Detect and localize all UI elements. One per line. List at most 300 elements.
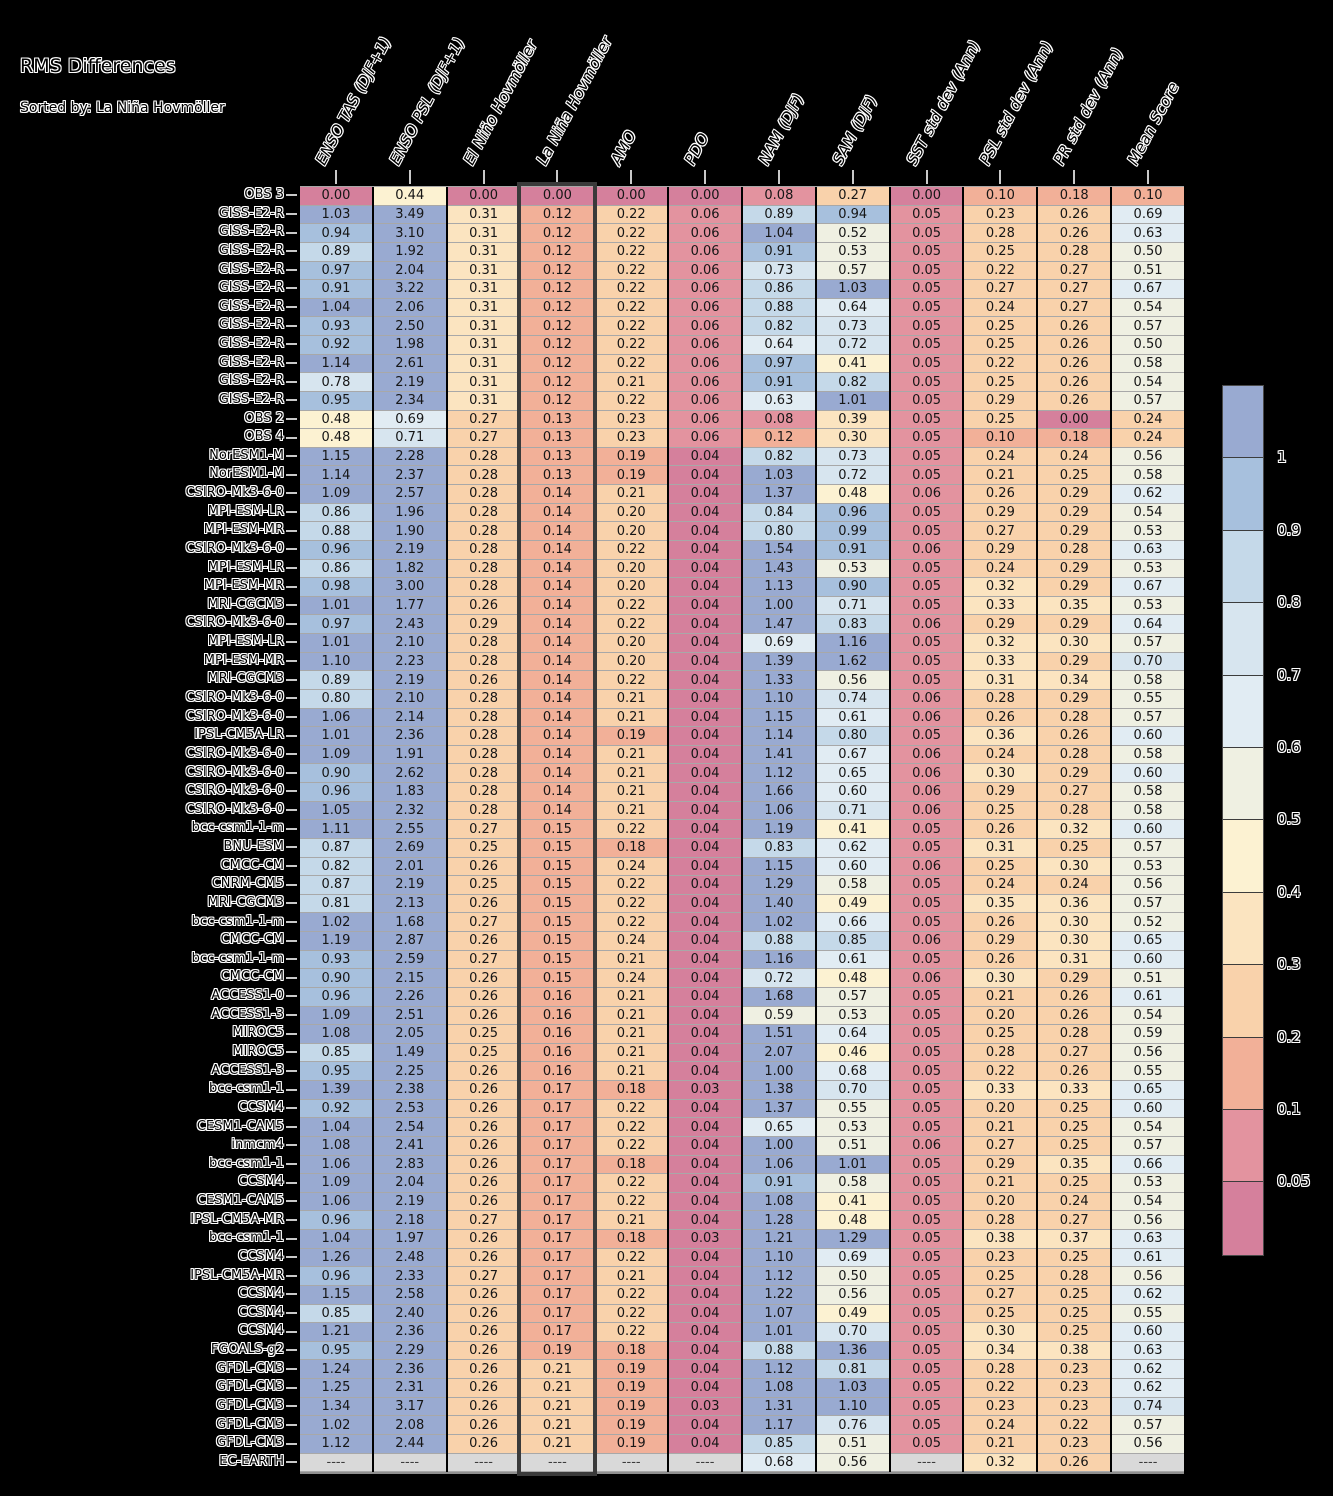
heatmap-cell: 0.28: [448, 634, 520, 653]
heatmap-cell: 0.74: [817, 690, 889, 709]
heatmap-cell: 0.04: [669, 839, 741, 858]
row-tick: [286, 1051, 297, 1053]
heatmap-cell: 0.53: [817, 243, 889, 262]
row-label: MPI-ESM-LR: [207, 634, 284, 650]
heatmap-cell: 0.27: [1038, 299, 1110, 318]
heatmap-cell: 2.38: [374, 1081, 446, 1100]
heatmap-cell: 0.20: [595, 578, 667, 597]
column-header: SST std dev (Ann): [902, 37, 984, 168]
heatmap-cell: 0.04: [669, 615, 741, 634]
heatmap-cell: 0.04: [669, 1174, 741, 1193]
row-tick: [286, 1014, 297, 1016]
heatmap-cell: 2.61: [374, 355, 446, 374]
heatmap-cell: 0.13: [521, 429, 593, 448]
heatmap-cell: 0.06: [891, 709, 963, 728]
heatmap-cell: 0.25: [1038, 1249, 1110, 1268]
heatmap-cell: 0.17: [521, 1118, 593, 1137]
heatmap-cell: 2.07: [743, 1044, 815, 1063]
heatmap-cell: 0.27: [817, 187, 889, 206]
heatmap-cell: 0.53: [817, 1118, 889, 1137]
heatmap-cell: 2.08: [374, 1416, 446, 1435]
heatmap-cell: 0.04: [669, 820, 741, 839]
heatmap-cell: 0.53: [1112, 858, 1184, 877]
heatmap-cell: 1.02: [743, 913, 815, 932]
heatmap-cell: 2.18: [374, 1211, 446, 1230]
heatmap-cell: 0.78: [300, 373, 372, 392]
heatmap-cell: 0.85: [817, 932, 889, 951]
heatmap-cell: 0.26: [1038, 336, 1110, 355]
heatmap-cell: 0.90: [300, 969, 372, 988]
row-tick: [286, 846, 297, 848]
heatmap-cell: 0.04: [669, 1025, 741, 1044]
heatmap-cell: 2.55: [374, 820, 446, 839]
heatmap-cell: 0.27: [1038, 262, 1110, 281]
heatmap-cell: 0.31: [448, 373, 520, 392]
row-label: bcc-csm1-1-m: [191, 950, 284, 966]
heatmap-cell: 0.88: [743, 299, 815, 318]
heatmap-cell: 0.28: [1038, 541, 1110, 560]
heatmap-cell: 0.24: [964, 746, 1036, 765]
heatmap-cell: 1.01: [300, 727, 372, 746]
row-label: GFDL-CM3: [216, 1397, 284, 1413]
heatmap-cell: 0.25: [964, 802, 1036, 821]
heatmap-cell: 0.60: [1112, 764, 1184, 783]
heatmap-grid: [300, 186, 1184, 1474]
heatmap-cell: 0.33: [1038, 1081, 1110, 1100]
heatmap-cell: 1.91: [374, 746, 446, 765]
heatmap-cell: 0.06: [669, 280, 741, 299]
heatmap-cell: 0.26: [448, 1156, 520, 1175]
heatmap-cell: 0.60: [1112, 820, 1184, 839]
heatmap-cell: 0.05: [891, 951, 963, 970]
heatmap-cell: 0.05: [891, 1044, 963, 1063]
heatmap-cell: 0.26: [448, 671, 520, 690]
heatmap-cell: 1.07: [743, 1305, 815, 1324]
heatmap-cell: 0.04: [669, 560, 741, 579]
heatmap-cell: 2.31: [374, 1379, 446, 1398]
heatmap-cell: 0.54: [1112, 1118, 1184, 1137]
heatmap-cell: 0.23: [595, 429, 667, 448]
row-tick: [286, 381, 297, 383]
heatmap-cell: 0.05: [891, 597, 963, 616]
row-label: MRI-CGCM3: [207, 671, 284, 687]
heatmap-cell: 0.69: [817, 1249, 889, 1268]
heatmap-cell: 2.33: [374, 1267, 446, 1286]
heatmap-cell: 0.28: [964, 1211, 1036, 1230]
row-label: ACCESS1-3: [211, 1062, 284, 1078]
row-label: CCSM4: [238, 1248, 284, 1264]
row-tick: [286, 232, 297, 234]
heatmap-cell: ----: [669, 1454, 741, 1473]
heatmap-cell: 0.29: [1038, 485, 1110, 504]
heatmap-cell: 0.28: [448, 522, 520, 541]
heatmap-cell: 0.73: [743, 262, 815, 281]
row-tick: [286, 977, 297, 979]
row-tick: [286, 1238, 297, 1240]
column-header: ENSO PSL (DJF+1): [385, 34, 469, 169]
heatmap-cell: 0.29: [1038, 690, 1110, 709]
heatmap-cell: 0.04: [669, 653, 741, 672]
colorbar-band: [1223, 458, 1263, 530]
heatmap-cell: 0.12: [521, 262, 593, 281]
heatmap-cell: 0.21: [595, 764, 667, 783]
heatmap-cell: 0.58: [1112, 783, 1184, 802]
heatmap-cell: 0.26: [1038, 392, 1110, 411]
heatmap-cell: 2.13: [374, 895, 446, 914]
heatmap-cell: 0.27: [448, 951, 520, 970]
heatmap-cell: 0.14: [521, 597, 593, 616]
heatmap-cell: 1.06: [300, 709, 372, 728]
heatmap-cell: 0.48: [817, 969, 889, 988]
heatmap-cell: 0.28: [1038, 1025, 1110, 1044]
heatmap-cell: 0.20: [595, 560, 667, 579]
row-tick: [286, 1405, 297, 1407]
heatmap-cell: 0.26: [1038, 727, 1110, 746]
heatmap-cell: 0.71: [817, 802, 889, 821]
row-tick: [286, 325, 297, 327]
heatmap-cell: 0.68: [817, 1062, 889, 1081]
heatmap-cell: 0.87: [300, 876, 372, 895]
column-header: SAM (DJF): [828, 92, 881, 168]
row-tick: [286, 306, 297, 308]
row-label: ACCESS1-0: [211, 988, 284, 1004]
heatmap-cell: 0.96: [817, 504, 889, 523]
heatmap-cell: 0.27: [1038, 1044, 1110, 1063]
heatmap-cell: 0.04: [669, 1342, 741, 1361]
heatmap-cell: 0.30: [817, 429, 889, 448]
heatmap-cell: 0.19: [595, 1360, 667, 1379]
heatmap-cell: 0.22: [595, 615, 667, 634]
heatmap-cell: 0.51: [1112, 969, 1184, 988]
heatmap-cell: 0.39: [817, 411, 889, 430]
heatmap-cell: 0.82: [300, 858, 372, 877]
heatmap-cell: 1.13: [743, 578, 815, 597]
heatmap-cell: 0.29: [1038, 653, 1110, 672]
heatmap-cell: 0.22: [595, 392, 667, 411]
heatmap-cell: 0.06: [669, 224, 741, 243]
heatmap-cell: 0.26: [1038, 1454, 1110, 1473]
heatmap-cell: 1.03: [817, 280, 889, 299]
heatmap-cell: 0.24: [1038, 448, 1110, 467]
heatmap-cell: 0.26: [448, 988, 520, 1007]
heatmap-cell: 0.68: [743, 1454, 815, 1473]
heatmap-cell: 0.04: [669, 802, 741, 821]
heatmap-cell: 0.04: [669, 895, 741, 914]
heatmap-cell: 0.53: [1112, 560, 1184, 579]
heatmap-cell: 0.22: [595, 243, 667, 262]
heatmap-cell: 0.21: [595, 988, 667, 1007]
heatmap-cell: 0.18: [595, 1081, 667, 1100]
row-tick: [286, 623, 297, 625]
heatmap-cell: 1.28: [743, 1211, 815, 1230]
heatmap-cell: 0.93: [300, 317, 372, 336]
heatmap-cell: 1.04: [743, 224, 815, 243]
heatmap-cell: 0.17: [521, 1249, 593, 1268]
heatmap-cell: 0.05: [891, 392, 963, 411]
heatmap-cell: 3.17: [374, 1398, 446, 1417]
heatmap-cell: 1.25: [300, 1379, 372, 1398]
row-label: GISS-E2-R: [218, 373, 284, 389]
row-tick: [286, 1331, 297, 1333]
heatmap-cell: 0.53: [817, 1007, 889, 1026]
heatmap-cell: 0.05: [891, 1007, 963, 1026]
heatmap-cell: 0.37: [1038, 1230, 1110, 1249]
colorbar-tick-label: 0.1: [1277, 1100, 1301, 1118]
heatmap-cell: 0.28: [1038, 802, 1110, 821]
row-label: IPSL-CM5A-MR: [190, 1267, 284, 1283]
row-label: CMCC-CM: [220, 969, 284, 985]
heatmap-cell: 1.06: [300, 1156, 372, 1175]
heatmap-cell: 0.29: [964, 392, 1036, 411]
heatmap-cell: 0.57: [1112, 1416, 1184, 1435]
heatmap-cell: 1.00: [743, 1137, 815, 1156]
heatmap-cell: 0.50: [1112, 336, 1184, 355]
heatmap-cell: 1.43: [743, 560, 815, 579]
row-tick: [286, 213, 297, 215]
heatmap-cell: 0.12: [521, 336, 593, 355]
heatmap-cell: 0.41: [817, 355, 889, 374]
heatmap-cell: 0.04: [669, 709, 741, 728]
row-tick: [286, 1368, 297, 1370]
heatmap-cell: 0.53: [1112, 1174, 1184, 1193]
heatmap-cell: 0.27: [448, 820, 520, 839]
row-label: bcc-csm1-1: [208, 1081, 284, 1097]
heatmap-cell: 2.41: [374, 1137, 446, 1156]
heatmap-cell: 0.25: [964, 317, 1036, 336]
heatmap-cell: 0.06: [669, 392, 741, 411]
heatmap-cell: 0.63: [1112, 541, 1184, 560]
heatmap-cell: 0.05: [891, 411, 963, 430]
colorbar-tick-label: 0.05: [1277, 1172, 1311, 1191]
heatmap-cell: 1.08: [300, 1025, 372, 1044]
heatmap-cell: 0.29: [1038, 969, 1110, 988]
heatmap-cell: 0.06: [669, 373, 741, 392]
heatmap-cell: 0.99: [817, 522, 889, 541]
heatmap-cell: 0.20: [595, 504, 667, 523]
heatmap-cell: 0.22: [595, 355, 667, 374]
row-label: MRI-CGCM3: [207, 596, 284, 612]
heatmap-cell: 0.28: [448, 504, 520, 523]
heatmap-cell: 1.62: [817, 653, 889, 672]
heatmap-cell: 0.12: [521, 355, 593, 374]
heatmap-cell: 0.86: [743, 280, 815, 299]
heatmap-cell: 0.04: [669, 1360, 741, 1379]
heatmap-cell: 0.28: [448, 783, 520, 802]
heatmap-cell: 1.05: [300, 802, 372, 821]
heatmap-cell: 0.00: [891, 187, 963, 206]
heatmap-cell: 0.23: [964, 206, 1036, 225]
heatmap-cell: 0.19: [595, 1435, 667, 1454]
column-header: El Niño Hovmöller: [459, 37, 541, 168]
heatmap-cell: 0.14: [521, 541, 593, 560]
heatmap-cell: 0.26: [448, 1118, 520, 1137]
heatmap-cell: 0.25: [964, 1305, 1036, 1324]
heatmap-cell: 0.13: [521, 466, 593, 485]
row-label: MPI-ESM-MR: [203, 522, 284, 538]
row-tick: [286, 1424, 297, 1426]
heatmap-cell: 0.05: [891, 1323, 963, 1342]
row-label: inmcm4: [231, 1137, 284, 1153]
heatmap-cell: 2.04: [374, 1174, 446, 1193]
heatmap-cell: 0.56: [817, 1286, 889, 1305]
row-label: CCSM4: [238, 1323, 284, 1339]
heatmap-cell: 0.64: [1112, 615, 1184, 634]
heatmap-cell: 2.36: [374, 1360, 446, 1379]
heatmap-cell: 0.22: [595, 224, 667, 243]
heatmap-cell: 0.35: [1038, 597, 1110, 616]
heatmap-cell: 0.88: [300, 522, 372, 541]
row-label: bcc-csm1-1-m: [191, 820, 284, 836]
heatmap-cell: 1.47: [743, 615, 815, 634]
heatmap-cell: 1.10: [817, 1398, 889, 1417]
row-label: GISS-E2-R: [218, 261, 284, 277]
row-tick: [286, 1219, 297, 1221]
heatmap-cell: 0.48: [817, 485, 889, 504]
row-tick: [286, 995, 297, 997]
heatmap-cell: 0.85: [743, 1435, 815, 1454]
heatmap-cell: 1.03: [743, 466, 815, 485]
heatmap-cell: 0.28: [964, 690, 1036, 709]
heatmap-cell: 1.66: [743, 783, 815, 802]
heatmap-cell: 2.26: [374, 988, 446, 1007]
heatmap-cell: 2.19: [374, 671, 446, 690]
heatmap-cell: 0.21: [595, 1211, 667, 1230]
heatmap-cell: 0.83: [743, 839, 815, 858]
heatmap-cell: 0.58: [817, 1174, 889, 1193]
heatmap-cell: 0.28: [448, 690, 520, 709]
heatmap-cell: 0.26: [448, 858, 520, 877]
heatmap-cell: 0.33: [964, 653, 1036, 672]
row-label: MPI-ESM-LR: [207, 559, 284, 575]
heatmap-cell: 1.31: [743, 1398, 815, 1417]
row-tick: [286, 511, 297, 513]
heatmap-cell: 0.25: [964, 1267, 1036, 1286]
heatmap-cell: 0.29: [964, 541, 1036, 560]
heatmap-cell: 0.23: [1038, 1435, 1110, 1454]
row-tick: [286, 1089, 297, 1091]
heatmap-cell: 0.04: [669, 541, 741, 560]
row-tick: [286, 1126, 297, 1128]
heatmap-cell: 0.31: [448, 336, 520, 355]
heatmap-cell: 1.15: [743, 709, 815, 728]
row-label: GISS-E2-R: [218, 205, 284, 221]
heatmap-cell: 0.58: [1112, 466, 1184, 485]
heatmap-cell: 0.26: [448, 1193, 520, 1212]
heatmap-cell: 0.21: [595, 746, 667, 765]
heatmap-cell: 0.22: [1038, 1416, 1110, 1435]
heatmap-cell: 0.83: [817, 615, 889, 634]
row-tick: [286, 1107, 297, 1109]
row-tick: [286, 194, 297, 196]
heatmap-cell: 0.93: [300, 951, 372, 970]
heatmap-cell: 0.12: [743, 429, 815, 448]
heatmap-cell: 0.22: [595, 1193, 667, 1212]
heatmap-cell: 0.91: [743, 373, 815, 392]
heatmap-cell: 0.27: [448, 1267, 520, 1286]
heatmap-cell: 1.77: [374, 597, 446, 616]
heatmap-cell: 0.27: [1038, 280, 1110, 299]
heatmap-cell: 0.22: [595, 1286, 667, 1305]
heatmap-cell: 0.22: [964, 1379, 1036, 1398]
row-label: CSIRO-Mk3-6-0: [185, 708, 284, 724]
heatmap-cell: 0.26: [448, 1007, 520, 1026]
heatmap-cell: 0.59: [743, 1007, 815, 1026]
heatmap-cell: 0.22: [595, 1118, 667, 1137]
heatmap-cell: 0.05: [891, 1267, 963, 1286]
heatmap-cell: 0.04: [669, 876, 741, 895]
heatmap-cell: 0.41: [817, 1193, 889, 1212]
row-label: GISS-E2-R: [218, 354, 284, 370]
heatmap-cell: 0.18: [595, 1156, 667, 1175]
row-label: IPSL-CM5A-LR: [194, 727, 284, 743]
heatmap-cell: 0.28: [1038, 1267, 1110, 1286]
heatmap-cell: 0.25: [964, 373, 1036, 392]
column-tick: [999, 170, 1001, 184]
row-tick: [286, 1387, 297, 1389]
heatmap-cell: 0.05: [891, 373, 963, 392]
heatmap-cell: 0.24: [595, 932, 667, 951]
heatmap-cell: 1.15: [300, 448, 372, 467]
heatmap-cell: 0.51: [1112, 262, 1184, 281]
heatmap-cell: 0.24: [595, 858, 667, 877]
heatmap-cell: 2.59: [374, 951, 446, 970]
heatmap-cell: 0.91: [743, 243, 815, 262]
heatmap-cell: 0.05: [891, 1435, 963, 1454]
heatmap-cell: 0.29: [964, 615, 1036, 634]
heatmap-cell: 0.20: [964, 1100, 1036, 1119]
heatmap-cell: 1.01: [817, 392, 889, 411]
heatmap-cell: 0.23: [964, 1249, 1036, 1268]
heatmap-cell: 0.58: [1112, 746, 1184, 765]
heatmap-cell: 0.04: [669, 1100, 741, 1119]
heatmap-cell: 0.04: [669, 485, 741, 504]
heatmap-cell: 0.05: [891, 560, 963, 579]
heatmap-cell: 0.31: [964, 671, 1036, 690]
heatmap-cell: 0.33: [964, 1081, 1036, 1100]
heatmap-cell: 0.06: [669, 355, 741, 374]
heatmap-cell: 0.05: [891, 1081, 963, 1100]
heatmap-cell: 0.97: [300, 615, 372, 634]
heatmap-cell: 0.67: [1112, 280, 1184, 299]
heatmap-cell: 0.26: [448, 1342, 520, 1361]
heatmap-cell: 0.25: [964, 1025, 1036, 1044]
heatmap-cell: 1.24: [300, 1360, 372, 1379]
heatmap-cell: 0.29: [1038, 560, 1110, 579]
heatmap-cell: 0.70: [1112, 653, 1184, 672]
heatmap-cell: 0.70: [817, 1323, 889, 1342]
heatmap-cell: 0.98: [300, 578, 372, 597]
heatmap-cell: 0.89: [743, 206, 815, 225]
heatmap-cell: 0.87: [300, 839, 372, 858]
heatmap-cell: 0.00: [521, 187, 593, 206]
heatmap-cell: 0.90: [817, 578, 889, 597]
heatmap-cell: 0.04: [669, 932, 741, 951]
heatmap-cell: 0.22: [595, 671, 667, 690]
heatmap-cell: 1.09: [300, 1174, 372, 1193]
heatmap-cell: 0.26: [448, 1230, 520, 1249]
heatmap-cell: 0.00: [595, 187, 667, 206]
column-header: La Niña Hovmöller: [533, 33, 617, 168]
heatmap-cell: 0.38: [1038, 1342, 1110, 1361]
heatmap-cell: 0.18: [595, 1342, 667, 1361]
heatmap-cell: 0.06: [891, 858, 963, 877]
heatmap-cell: 0.18: [1038, 429, 1110, 448]
heatmap-cell: 0.22: [595, 895, 667, 914]
heatmap-cell: 2.36: [374, 1323, 446, 1342]
heatmap-cell: 0.20: [595, 653, 667, 672]
heatmap-cell: 0.26: [964, 913, 1036, 932]
heatmap-cell: 2.19: [374, 541, 446, 560]
